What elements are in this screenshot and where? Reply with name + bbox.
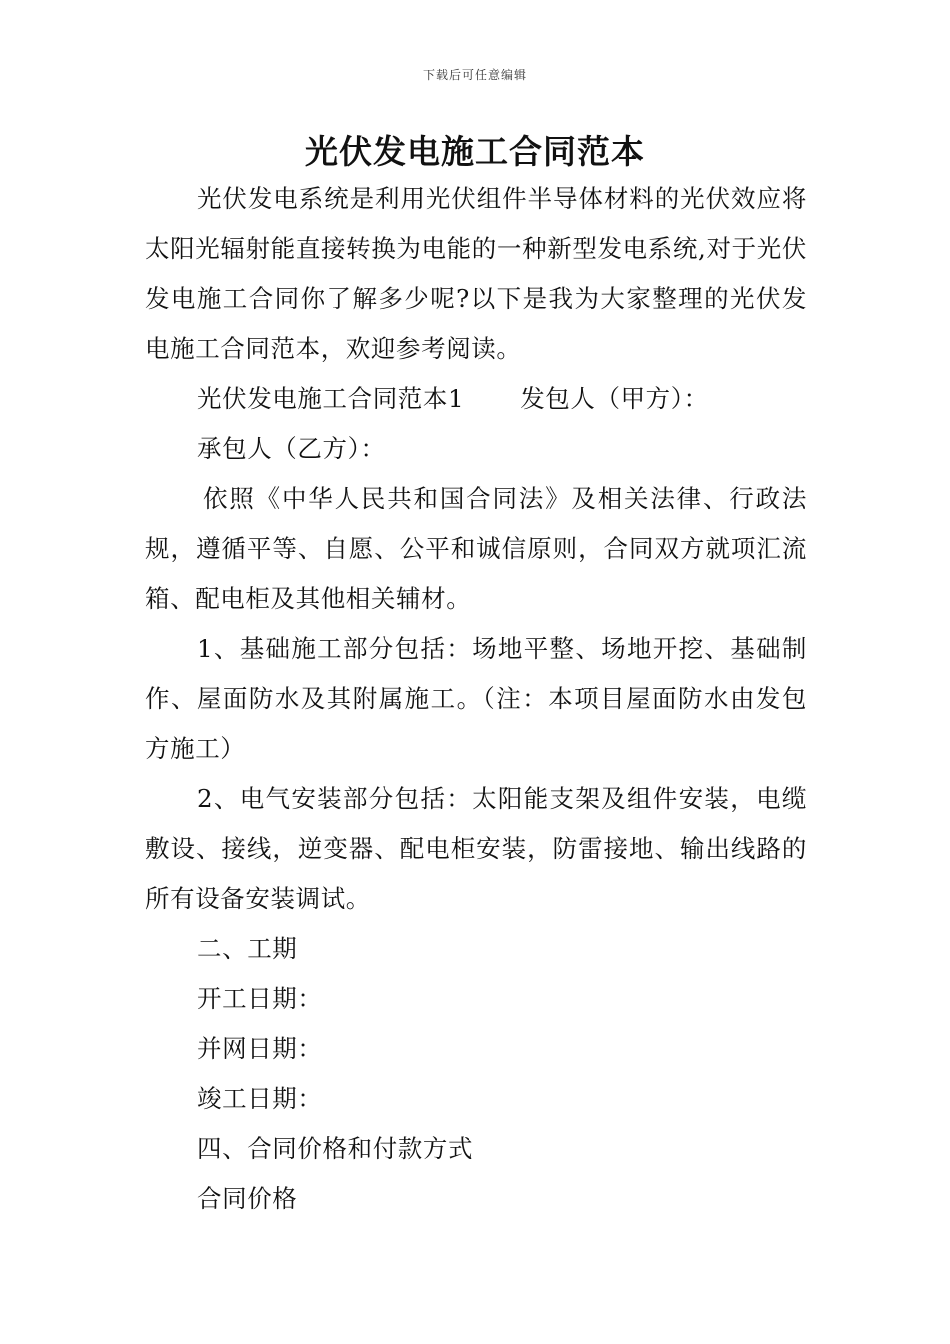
- item1-paragraph: 1、基础施工部分包括：场地平整、场地开挖、基础制作、屋面防水及其附属施工。（注：本项目屋面防水由发包方施工）: [145, 634, 807, 763]
- contract-price-label: 合同价格: [197, 1184, 298, 1213]
- section-4-heading: 四、合同价格和付款方式: [197, 1134, 474, 1163]
- contract-heading: 光伏发电施工合同范本1: [197, 384, 465, 413]
- party-a-label: 发包人（甲方）：: [520, 384, 709, 413]
- basis-paragraph: 依照《中华人民共和国合同法》及相关法律、行政法规，遵循平等、自愿、公平和诚信原则，合同双方就项汇流箱、配电柜及其他相关辅材。: [145, 484, 807, 613]
- section-2-heading: 二、工期: [197, 934, 298, 963]
- document-title: 光伏发电施工合同范本: [305, 132, 645, 171]
- start-date-label: 开工日期：: [197, 984, 323, 1013]
- header-note: 下载后可任意编辑: [422, 68, 527, 82]
- grid-date-label: 并网日期：: [197, 1034, 323, 1063]
- contract-heading-line: [145, 374, 807, 424]
- item2-paragraph: 2、电气安装部分包括：太阳能支架及组件安装，电缆敷设、接线，逆变器、配电柜安装，防雷接地、输出线路的所有设备安装调试。: [145, 784, 807, 913]
- completion-date-label: 竣工日期：: [197, 1084, 323, 1113]
- intro-paragraph: 光伏发电系统是利用光伏组件半导体材料的光伏效应将太阳光辐射能直接转换为电能的一种新型发电系统,对于光伏发电施工合同你了解多少呢?以下是我为大家整理的光伏发电施工合同范本，欢迎参考阅读。: [145, 184, 807, 363]
- document-body: [145, 174, 807, 1224]
- party-b-label: 承包人（乙方）：: [197, 434, 386, 463]
